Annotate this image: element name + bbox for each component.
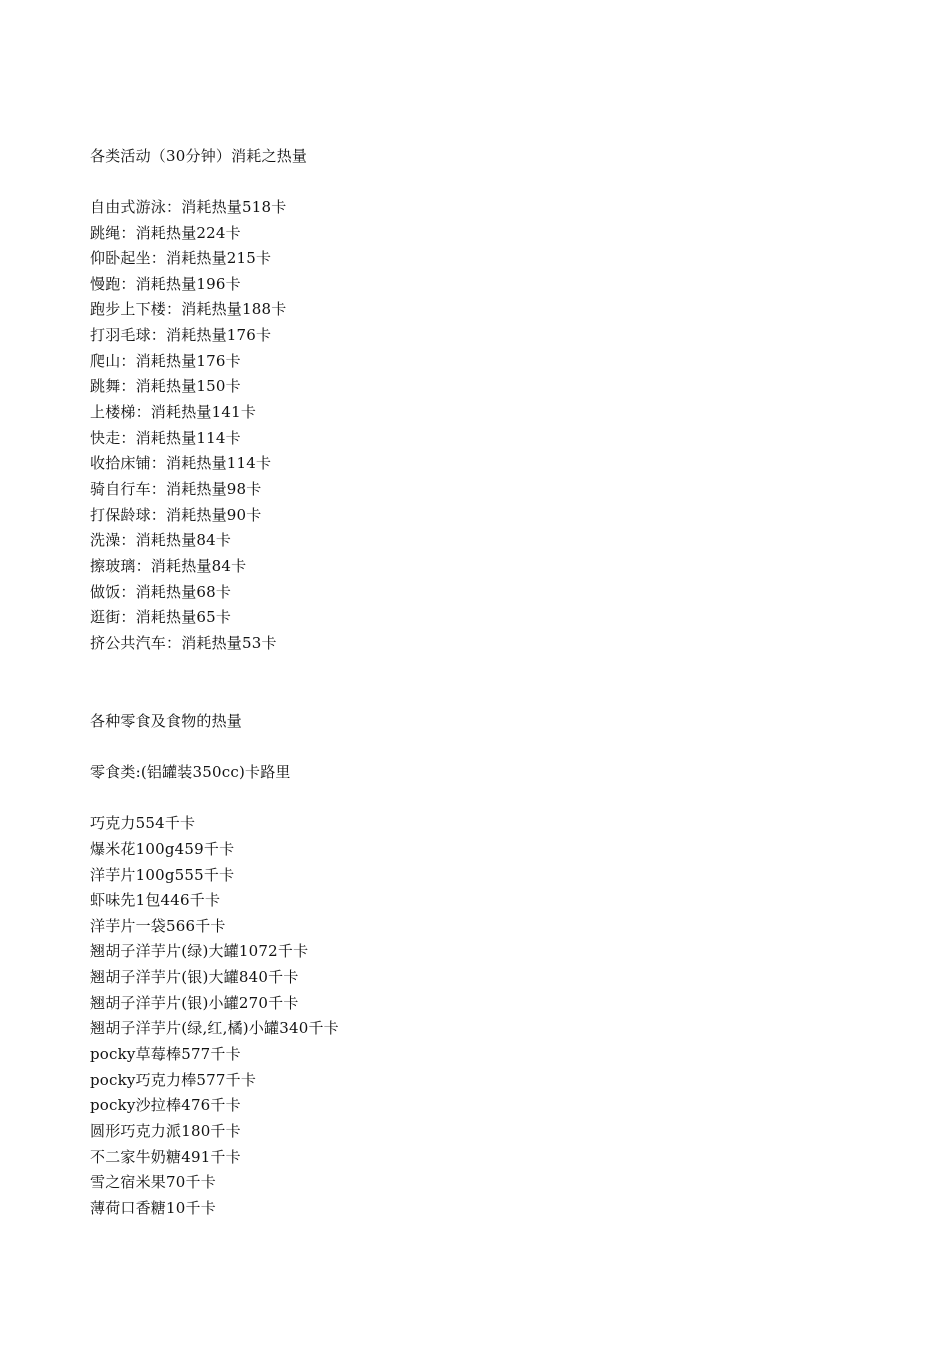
list-item: 上楼梯：消耗热量141卡 (90, 403, 257, 421)
list-item: 爆米花100g459千卡 (90, 840, 235, 858)
list-item: pocky草莓棒577千卡 (90, 1045, 241, 1063)
list-item: 仰卧起坐：消耗热量215卡 (90, 249, 272, 267)
list-item: 做饭：消耗热量68卡 (90, 583, 232, 601)
list-item: 跳舞：消耗热量150卡 (90, 377, 241, 395)
list-item: 收拾床铺：消耗热量114卡 (90, 454, 272, 472)
list-item: 慢跑：消耗热量196卡 (90, 275, 241, 293)
list-item: 挤公共汽车：消耗热量53卡 (90, 634, 277, 652)
list-item: 跑步上下楼：消耗热量188卡 (90, 300, 287, 318)
list-item: pocky沙拉棒476千卡 (90, 1096, 241, 1114)
list-item: pocky巧克力棒577千卡 (90, 1071, 257, 1089)
list-item: 翘胡子洋芋片(银)小罐270千卡 (90, 994, 299, 1012)
list-item: 自由式游泳：消耗热量518卡 (90, 198, 287, 216)
list-item: 雪之宿米果70千卡 (90, 1173, 216, 1191)
list-item: 爬山：消耗热量176卡 (90, 352, 241, 370)
list-item: 擦玻璃：消耗热量84卡 (90, 557, 247, 575)
list-item: 不二家牛奶糖491千卡 (90, 1148, 241, 1166)
list-item: 翘胡子洋芋片(绿)大罐1072千卡 (90, 942, 309, 960)
section-title-activities: 各类活动（30分钟）消耗之热量 (90, 147, 308, 165)
list-item: 翘胡子洋芋片(绿,红,橘)小罐340千卡 (90, 1019, 339, 1037)
list-item: 打羽毛球：消耗热量176卡 (90, 326, 272, 344)
list-item: 打保龄球：消耗热量90卡 (90, 506, 262, 524)
section-title-snacks: 各种零食及食物的热量 (90, 712, 243, 730)
list-item: 虾味先1包446千卡 (90, 891, 221, 909)
list-item: 薄荷口香糖10千卡 (90, 1199, 216, 1217)
section-subtitle-snacks: 零食类:(铝罐装350cc)卡路里 (90, 763, 291, 781)
list-item: 骑自行车：消耗热量98卡 (90, 480, 262, 498)
list-item: 翘胡子洋芋片(银)大罐840千卡 (90, 968, 299, 986)
list-item: 洗澡：消耗热量84卡 (90, 531, 232, 549)
list-item: 巧克力554千卡 (90, 814, 196, 832)
list-item: 洋芋片一袋566千卡 (90, 917, 226, 935)
list-item: 跳绳：消耗热量224卡 (90, 224, 241, 242)
list-item: 快走：消耗热量114卡 (90, 429, 241, 447)
list-item: 洋芋片100g555千卡 (90, 866, 235, 884)
list-item: 逛街：消耗热量65卡 (90, 608, 232, 626)
list-item: 圆形巧克力派180千卡 (90, 1122, 241, 1140)
